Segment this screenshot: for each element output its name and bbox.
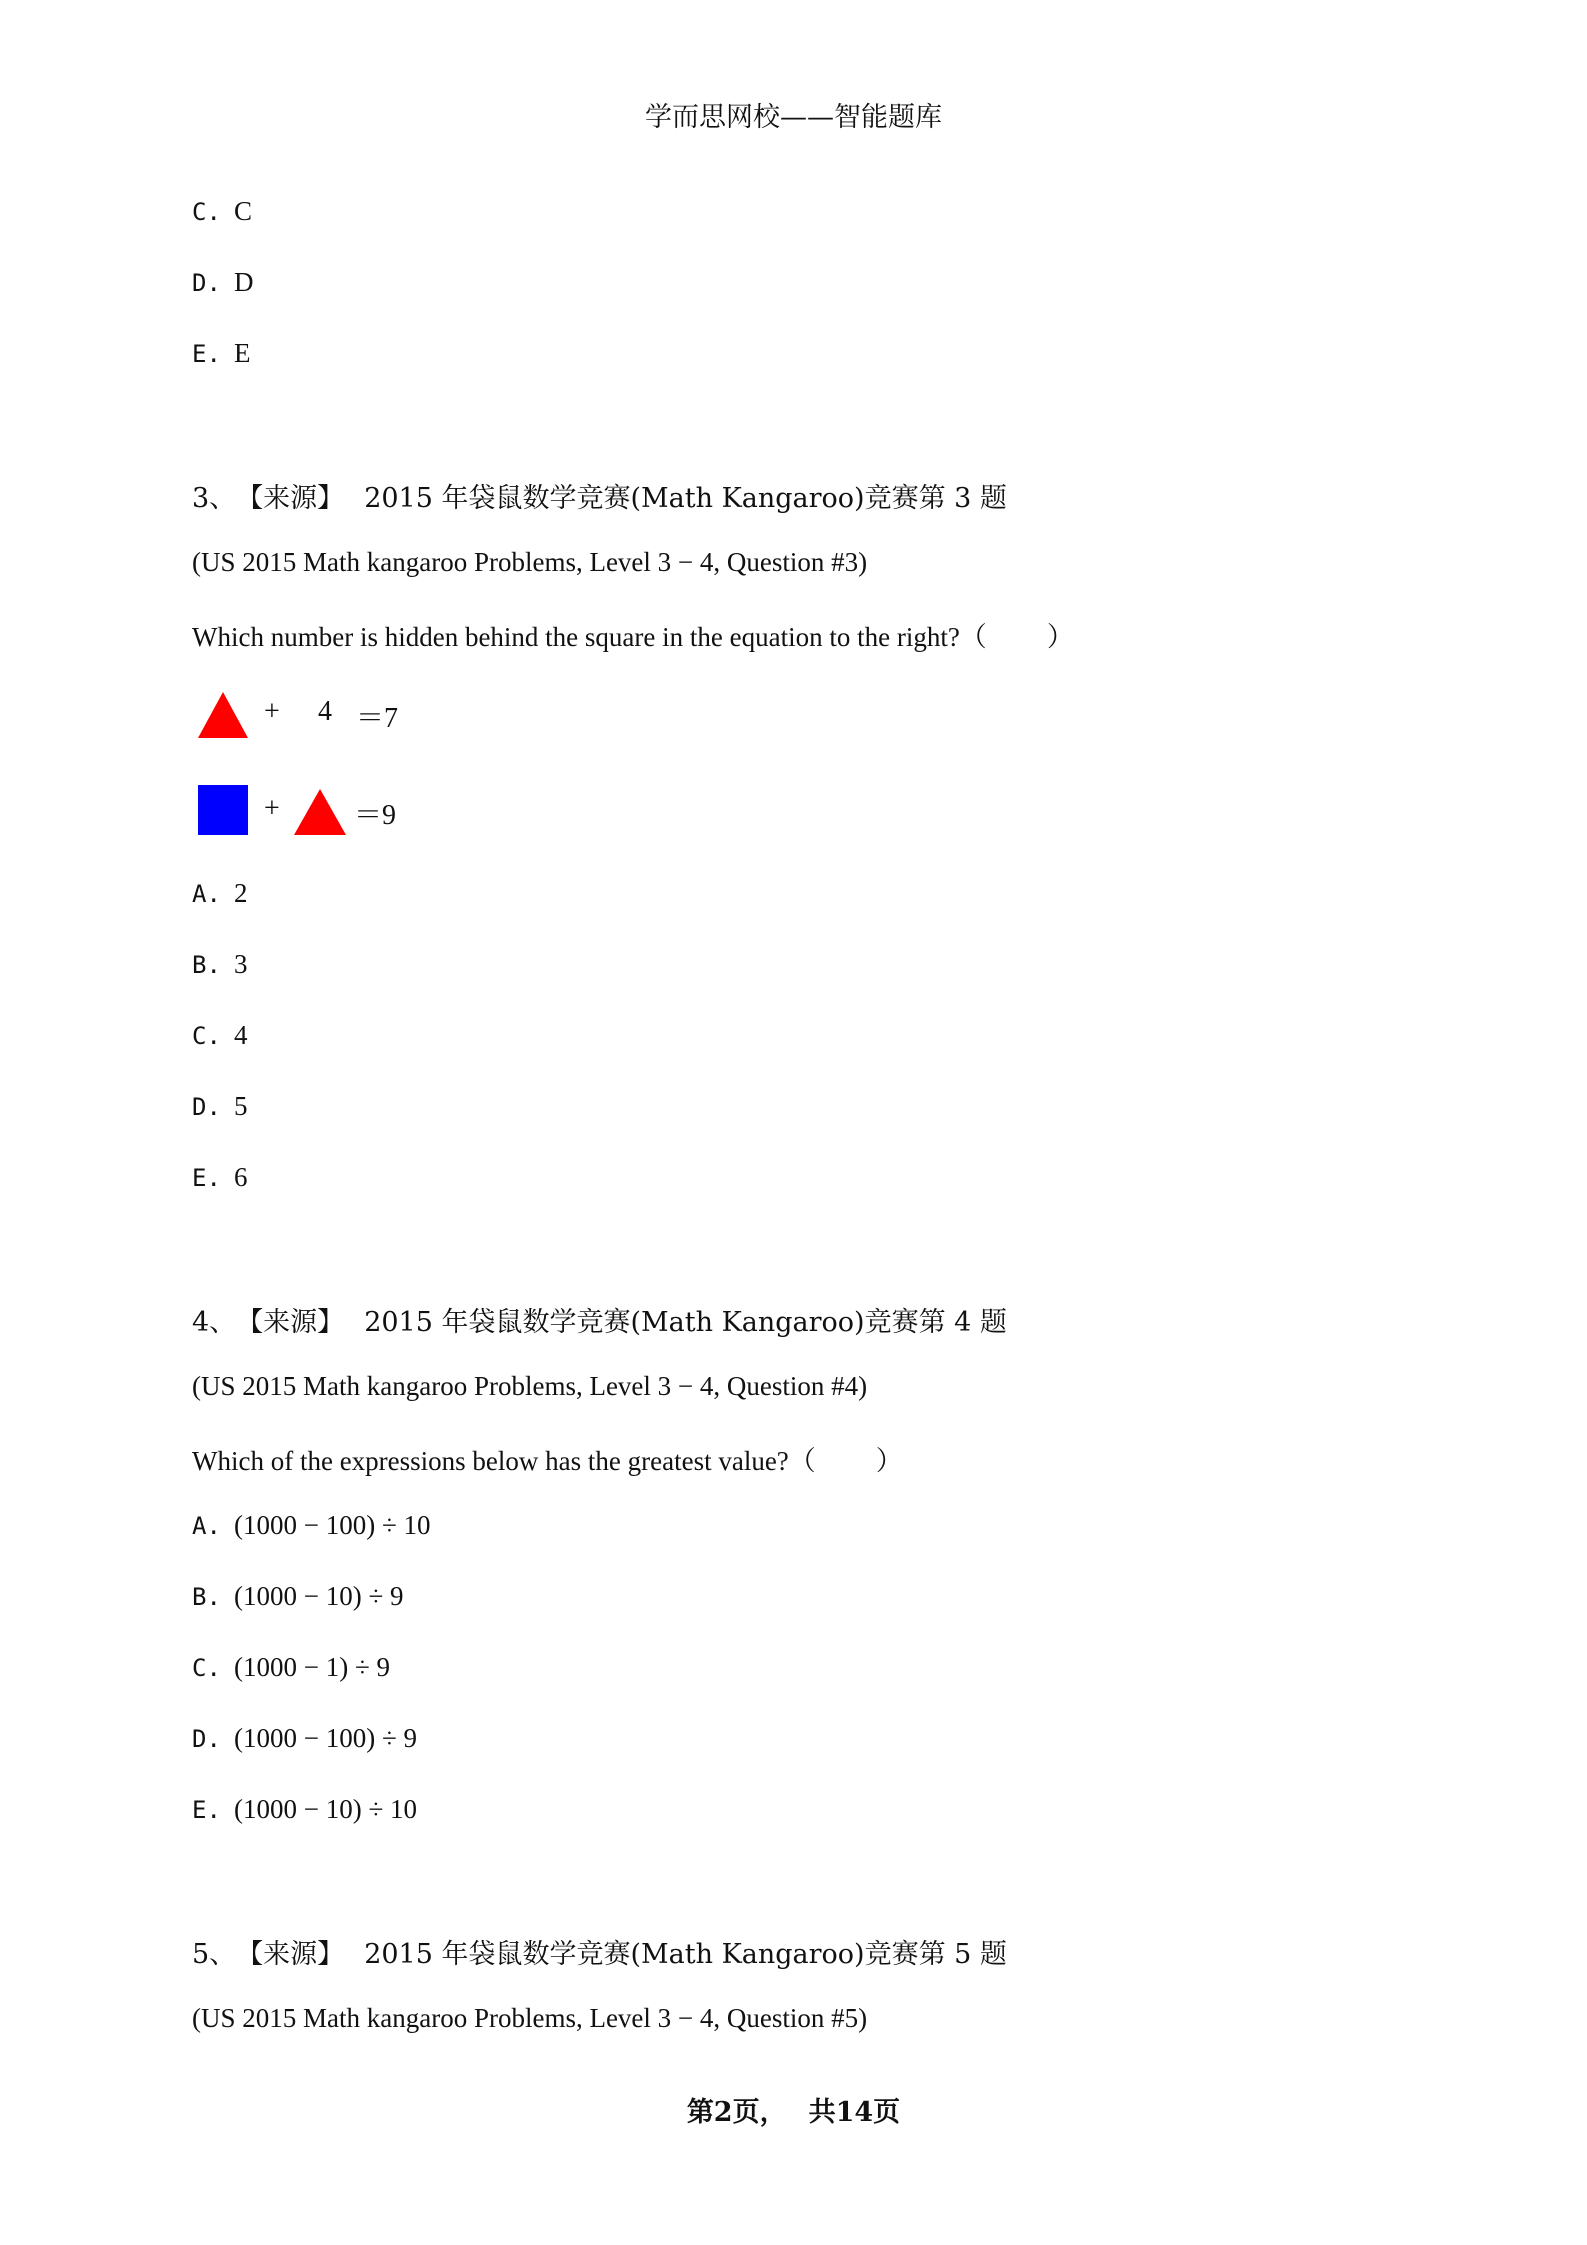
question-4-subtitle: (US 2015 Math kangaroo Problems, Level 3 − 4, Question #4) xyxy=(192,1371,868,1401)
plus-sign: + xyxy=(264,793,280,824)
page-header-title: 学而思网校——智能题库 xyxy=(645,102,942,133)
question-4-source xyxy=(192,1300,1007,1339)
option-letter: C. xyxy=(192,1022,221,1050)
option-letter: E. xyxy=(192,340,221,368)
option-d xyxy=(192,1723,417,1754)
option-c xyxy=(192,1020,248,1051)
question-3-subtitle: (US 2015 Math kangaroo Problems, Level 3 − 4, Question #3) xyxy=(192,547,868,577)
option-letter: B. xyxy=(192,1583,221,1611)
option-text: 6 xyxy=(234,1162,248,1192)
question-5-source xyxy=(192,1932,1007,1971)
option-text: 3 xyxy=(234,949,248,979)
source-tag: 【来源】 xyxy=(236,483,345,514)
source-tag: 【来源】 xyxy=(236,1939,345,1970)
option-text: (1000 − 10) ÷ 9 xyxy=(234,1581,404,1611)
source-text: 2015 年袋鼠数学竞赛(Math Kangaroo)竞赛第 5 题 xyxy=(364,1939,1007,1970)
question-3-source xyxy=(192,476,1007,515)
question-paren-close: ） xyxy=(1046,622,1074,652)
option-text: (1000 − 10) ÷ 10 xyxy=(234,1794,418,1824)
option-letter: D. xyxy=(192,1725,221,1753)
option-letter: A. xyxy=(192,880,221,908)
option-a xyxy=(192,1510,431,1541)
equation-result: ＝7 xyxy=(356,703,399,734)
question-4-text xyxy=(192,1439,903,1478)
option-text: (1000 − 100) ÷ 10 xyxy=(234,1510,431,1540)
option-c xyxy=(192,196,252,227)
question-3-text xyxy=(192,615,1074,654)
question-stem: Which of the expressions below has the greatest value?（ xyxy=(192,1446,816,1476)
option-text: (1000 − 1) ÷ 9 xyxy=(234,1652,391,1682)
question-number: 5、 xyxy=(192,1939,237,1970)
option-b xyxy=(192,949,248,980)
option-text: C xyxy=(234,196,253,226)
question-paren-close: ） xyxy=(875,1446,903,1476)
page-total: 共14页 xyxy=(808,2097,901,2128)
option-letter: B. xyxy=(192,951,221,979)
source-tag: 【来源】 xyxy=(236,1307,345,1338)
equation-1 xyxy=(192,690,432,750)
option-letter: C. xyxy=(192,1654,221,1682)
page-number: 第2页， xyxy=(686,2097,787,2128)
option-a xyxy=(192,878,248,909)
red-triangle-icon xyxy=(196,690,250,740)
option-text: 5 xyxy=(234,1091,248,1121)
option-b xyxy=(192,1581,404,1612)
option-letter: C. xyxy=(192,198,221,226)
source-text: 2015 年袋鼠数学竞赛(Math Kangaroo)竞赛第 4 题 xyxy=(364,1307,1007,1338)
option-text: (1000 − 100) ÷ 9 xyxy=(234,1723,418,1753)
question-5-subtitle: (US 2015 Math kangaroo Problems, Level 3 − 4, Question #5) xyxy=(192,2003,868,2033)
option-letter: D. xyxy=(192,269,221,297)
option-text: 4 xyxy=(234,1020,248,1050)
option-letter: D. xyxy=(192,1093,221,1121)
equation-value: 4 xyxy=(318,696,332,727)
option-c xyxy=(192,1652,390,1683)
question-number: 3、 xyxy=(192,483,237,514)
source-text: 2015 年袋鼠数学竞赛(Math Kangaroo)竞赛第 3 题 xyxy=(364,483,1007,514)
option-e xyxy=(192,1794,417,1825)
option-text: E xyxy=(234,338,251,368)
plus-sign: + xyxy=(264,696,280,727)
equation-result: ＝9 xyxy=(354,800,397,831)
equation-2 xyxy=(192,783,432,843)
option-letter: E. xyxy=(192,1796,221,1824)
question-number: 4、 xyxy=(192,1307,237,1338)
option-letter: A. xyxy=(192,1512,221,1540)
option-d xyxy=(192,1091,248,1122)
option-letter: E. xyxy=(192,1164,221,1192)
red-triangle-icon xyxy=(292,787,348,837)
page-footer xyxy=(0,2090,1587,2129)
option-e xyxy=(192,338,251,369)
question-stem: Which number is hidden behind the square in the equation to the right?（ xyxy=(192,622,987,652)
blue-square-icon xyxy=(196,783,250,837)
option-e xyxy=(192,1162,248,1193)
option-text: 2 xyxy=(234,878,248,908)
option-d xyxy=(192,267,254,298)
option-text: D xyxy=(234,267,254,297)
